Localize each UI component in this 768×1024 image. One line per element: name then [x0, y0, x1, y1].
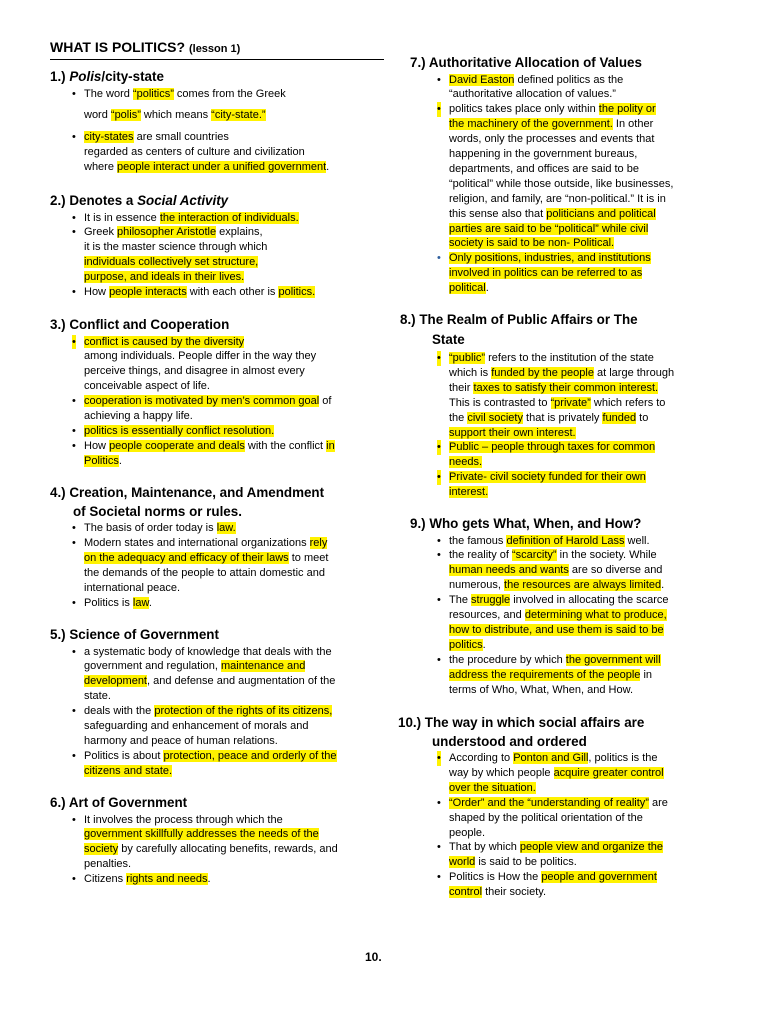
section-7	[400, 54, 740, 296]
title-sub: (lesson 1)	[188, 43, 241, 55]
section-1	[50, 68, 390, 175]
list-item: • deals with the protection of the rights of its citizens, safeguarding and enhancement of morals and harmony and peace of human relations.	[50, 704, 390, 749]
title-main: WHAT IS POLITICS?	[50, 39, 186, 55]
list-item: • That by which people view and organize the world is said to be politics.	[400, 840, 740, 870]
section-2-heading: 2.) Denotes a Social Activity	[50, 193, 229, 208]
list-item: • Private- civil society funded for their own interest.	[400, 470, 740, 500]
list-item: • conflict is caused by the diversity among individuals. People differ in the way they perceive things, and disagree in almost every conceivable aspect of life.	[50, 335, 390, 395]
section-8	[400, 310, 740, 500]
section-2	[50, 192, 390, 300]
section-8-heading: 8.) The Realm of Public Affairs or The State	[400, 312, 638, 347]
list-item: • Only positions, industries, and institutions involved in politics can be referred to as political.	[400, 251, 740, 296]
list-item: • David Easton defined politics as the “authoritative allocation of values.”	[400, 73, 740, 103]
list-item: • The word “politics” comes from the Greek word “polis” which means “city-state.”	[50, 87, 390, 124]
list-item: • cooperation is motivated by men’s common goal of achieving a happy life.	[50, 394, 390, 424]
section-4-heading: 4.) Creation, Maintenance, and Amendment of Societal norms or rules.	[50, 485, 325, 519]
list-item: • It is in essence the interaction of individuals.	[50, 211, 390, 226]
list-item: • the procedure by which the government will address the requirements of the people in terms of Who, What, When, and How.	[400, 653, 740, 698]
list-item: • “public” refers to the institution of the state which is funded by the people at large through their taxes to satisfy their common interest. This is contrasted to “private” which refers to the civil society that is privately funded to support their own interest.	[400, 351, 740, 440]
section-10-heading: 10.) The way in which social affairs are understood and ordered	[398, 715, 645, 749]
list-item: • Modern states and international organizations rely on the adequacy and efficacy of their laws to meet the demands of the people to attain domestic and international peace.	[50, 536, 390, 596]
section-7-heading: 7.) Authoritative Allocation of Values	[410, 55, 642, 70]
list-item: • the famous definition of Harold Lass well.	[400, 534, 740, 549]
list-item: • It involves the process through which the government skillfully addresses the needs of the society by carefully allocating benefits, rewards, and penalties.	[50, 813, 390, 873]
section-5	[50, 626, 390, 779]
section-5-heading: 5.) Science of Government	[50, 627, 219, 642]
list-item: • Citizens rights and needs.	[50, 872, 390, 887]
section-6-heading: 6.) Art of Government	[50, 795, 188, 810]
list-item: • How people cooperate and deals with the conflict in Politics.	[50, 439, 390, 469]
section-3	[50, 316, 390, 469]
page-title	[50, 38, 384, 60]
list-item: • According to Ponton and Gill, politics is the way by which people acquire greater control over the situation.	[400, 751, 740, 796]
list-item: • the reality of “scarcity” in the society. While human needs and wants are so diverse and numerous, the resources are always limited.	[400, 548, 740, 593]
page-number: 10.	[365, 950, 382, 964]
list-item: • The struggle involved in allocating the scarce resources, and determining what to produce, how to distribute, and use them is said to be politics.	[400, 593, 740, 653]
section-10	[400, 713, 740, 900]
list-item: • Greek philosopher Aristotle explains, it is the master science through which individuals collectively set structure, purpose, and ideals in their lives.	[50, 225, 390, 285]
section-6	[50, 794, 390, 887]
list-item: • Politics is How the people and government control their society.	[400, 870, 740, 900]
list-item: • Politics is law.	[50, 596, 390, 611]
list-item: • The basis of order today is law.	[50, 521, 390, 536]
section-1-heading: 1.) Polis/city-state	[50, 69, 164, 84]
list-item: • politics is essentially conflict resolution.	[50, 424, 390, 439]
list-item: • a systematic body of knowledge that deals with the government and regulation, maintenance and development, and defense and augmentation of the state.	[50, 645, 390, 705]
list-item: • politics takes place only within the polity or the machinery of the government. In other words, only the processes and events that happening in the government bureaus, departments, and offices are said to be “political” while those outside, like businesses, religion, and family, are “non-political.” It is in this sense also that politicians and political parties are said to be “political” while civil society is said to be non- Political.	[400, 102, 740, 251]
list-item: • city-states are small countries regarded as centers of culture and civilization where people interact under a unified government.	[50, 130, 390, 175]
section-9-heading: 9.) Who gets What, When, and How?	[410, 516, 642, 531]
list-item: • Politics is about protection, peace and orderly of the citizens and state.	[50, 749, 390, 779]
section-4	[50, 484, 390, 610]
section-3-heading: 3.) Conflict and Cooperation	[50, 317, 230, 332]
list-item: • How people interacts with each other is politics.	[50, 285, 390, 300]
list-item: • “Order” and the “understanding of reality” are shaped by the political orientation of the people.	[400, 796, 740, 841]
list-item: • Public – people through taxes for common needs.	[400, 440, 740, 470]
section-9	[400, 515, 740, 697]
